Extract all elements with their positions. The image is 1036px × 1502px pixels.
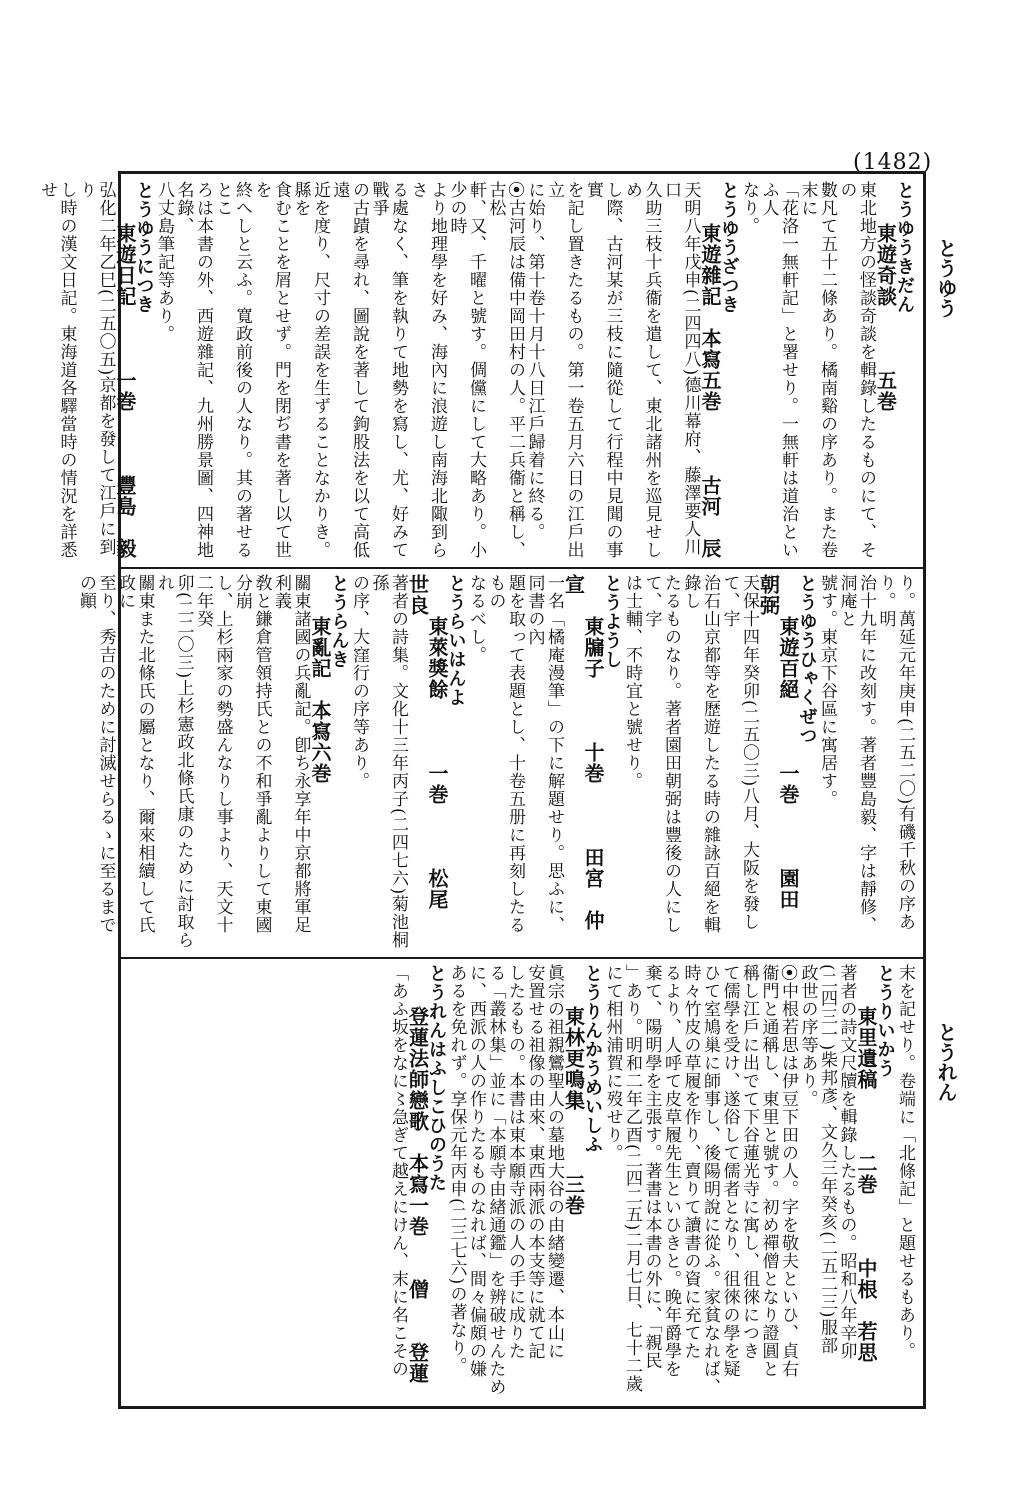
text-line: 食むことを屑とせず。門を閉ぢ書を著し以て世を: [251, 181, 291, 559]
text-line: 弘化二年乙巳(二五〇五)京都を發して江戶に到り: [76, 181, 116, 557]
text-line: 東遊雜記 本寫五巻 古河 辰: [698, 181, 722, 559]
text-line: 政世の序等あり。: [797, 964, 818, 1108]
text-line: 治十九年に改刻す。著者豐島毅、字は靜修、洞庵と: [836, 574, 876, 934]
text-line: 東林更鳴集 三巻: [561, 964, 586, 1216]
text-line: とうゆうひゃくぜつ: [796, 574, 818, 745]
text-line: 安置せる祖像の由來、東西兩派の本支等に就て記: [524, 964, 545, 1360]
text-line: とうゆうにつき: [133, 181, 155, 314]
text-line: るより、人呼て皮草履先生といひきと。晚年爵學を: [661, 964, 681, 1378]
text-line: たるものなり。著者園田朝弼は豐後の人にして、字: [641, 574, 681, 934]
text-line: 軒、又、千曜と號す。倜儻にして大略あり。小少の時: [446, 181, 486, 559]
text-line: る「叢林集」並に「本願寺由緖通鑑」を辨破せんため: [485, 964, 506, 1396]
text-line: 天保十四年癸卯(二五〇三)八月、大阪を發して、宇: [719, 574, 759, 932]
text-line: 著者の詩集。文化十三年丙子(二四七六)菊池桐孫: [368, 574, 408, 950]
text-line: 眞宗の祖親鸞聖人の墓地大谷の由緖變遷、本山に: [544, 964, 564, 1360]
text-line: 東萊獎餘 一巻 松尾 世良: [405, 574, 449, 931]
text-line: ろは本書の外、西遊雜記、九州勝景圖、四神地名錄、: [173, 181, 213, 559]
text-line: 「花洛一無軒記」と署せり。一無軒は道治といふ人: [758, 181, 798, 559]
text-line: にて相州浦賀に歿せり。: [602, 964, 623, 1162]
text-line: 久助三枝十兵衞を遣して、東北諸州を巡見せしめ: [622, 181, 662, 559]
text-line: 關東諸國の兵亂記。卽ち永享年中京都將軍足利義: [271, 574, 311, 934]
text-line: とうらんき: [328, 574, 350, 669]
text-line: し時の漢文日記。東海道各驛當時の情況を詳悉せ: [37, 181, 77, 559]
text-line: 稱し江戶に出でて下谷蓮光寺に寓し、徂徠につき: [739, 964, 759, 1360]
text-line: 衞門と通稱し、東里と號す。初め禪僧となり證圓と: [758, 964, 779, 1378]
text-line: に始り、第十卷十月十八日江戶歸着に終る。: [524, 181, 545, 541]
text-line: り。萬延元年庚申(二五二〇)有磯千秋の序あり。明: [875, 574, 915, 932]
text-line: とうらいはんよ: [445, 574, 467, 707]
text-line: 東遊奇談 五巻: [873, 181, 898, 412]
text-line: に、西派の人の作りたるものなれば、間々偏頗の嫌: [466, 964, 486, 1378]
section-divider-1: [121, 567, 923, 569]
text-line: とうゆうざつき: [718, 181, 740, 314]
text-line: あるを免れず。享保元年丙申(二三七六)の著なり。: [446, 964, 467, 1376]
text-line: の序、大窪行の序等あり。: [349, 574, 369, 790]
text-line: 敎と鎌倉管領持氏との不和爭亂よりして東國分崩: [232, 574, 272, 934]
text-line: 棄て、陽明學を主張す。著書は本書の外に、「親民: [641, 964, 662, 1370]
text-line: し、上杉兩家の勢盛んなりし事より、天文十二年癸: [193, 574, 233, 934]
text-line: 一名「橘庵漫筆」の下に解題せり。思ふに、同書の內: [524, 574, 564, 934]
text-line: (二四三一)柴邦彥、文久三年癸亥(二五二三)服部: [817, 964, 837, 1355]
text-line: とうゆうきだん: [894, 181, 915, 314]
text-line: 東遊百絕 一巻 園田 朝弼: [756, 574, 800, 931]
text-line: 末を記せり。卷端に「北條記」と題せるもあり。: [895, 964, 915, 1360]
text-line: の古蹟を尋れ、圖說を著して鉤股法を以て高低遠: [329, 181, 369, 559]
text-line: 號す。東京下谷區に寓居す。: [817, 574, 837, 808]
text-line: 時々竹皮の草履を作り、賣りて讀書の資に充てた: [680, 964, 701, 1360]
text-line: 近を度り、尺寸の差誤を生ずることなかりき。縣を: [290, 181, 330, 559]
text-line: 終へしと云ふ。寬政前後の人なり。其の著せるとこ: [212, 181, 252, 559]
text-line: とうりいかう: [874, 964, 896, 1078]
text-line: ⦿中根若思は伊豆下田の人。字を敬夫といひ、貞右: [778, 964, 798, 1378]
text-line: 東亂記 本寫六巻: [308, 574, 332, 784]
text-line: 東北地方の怪談奇談を輯錄したるものにて、その: [836, 181, 876, 559]
text-line: 東牖子 十巻 田宮 仲宣: [561, 574, 605, 931]
section-1: [37, 181, 915, 559]
text-line: 八丈島筆記等あり。: [154, 181, 174, 343]
text-line: 天明八年戊申(二四四八)德川幕府、藤澤要人川口: [661, 181, 701, 557]
text-line: を記し置きたるもの。第一卷五月六日の江戶出立: [544, 181, 584, 559]
text-line: なるべし。: [466, 574, 486, 664]
section-3: [128, 964, 914, 1401]
margin-head-bottom: とうれん: [934, 1022, 958, 1102]
text-line: ひて室鳩巢に師事し、後陽明說に從ふ。家貧なれば、: [700, 964, 720, 1396]
text-line: 題を取って表題とし、十卷五册に再刻したるもの: [485, 574, 525, 934]
text-line: 著者の詩文尺牘を輯錄したるもの。昭和八年辛卯: [836, 964, 857, 1360]
text-line: 數凡て五十二條あり。橘南谿の序あり。また卷末に: [797, 181, 837, 559]
text-line: る處なく、筆を執りて地勢を寫し、尤、好みて戰爭: [368, 181, 408, 559]
margin-head-top: とうゆう: [934, 238, 958, 318]
text-line: とうようし: [601, 574, 623, 669]
text-line: とうりんかうめいしふ: [582, 964, 603, 1154]
text-line: は士輔、不時宜と號せり。: [622, 574, 642, 790]
text-line: 東遊日記 一巻 豐島 毅: [113, 181, 137, 559]
text-line: ⦿古河辰は備中岡田村の人。平二兵衞と稱し、古松: [485, 181, 525, 559]
text-line: て儒學を受け、遂俗して儒者となり、徂徠の學を疑: [719, 964, 740, 1378]
text-line: 卯(二二〇三)上杉憲政北條氏康のために討取られ: [154, 574, 194, 950]
text-line: 「あふ坂をなに〻急ぎて越えにけん、末に名こその: [388, 964, 408, 1378]
text-line: し際、古河某が三枝に隨從して行程中見聞の事實: [583, 181, 623, 559]
text-line: したるもの。本書は東本願寺派の人の手に成りた: [505, 964, 525, 1360]
text-line: 」あり。明和二年乙酉(二四二五)二月七日、七十二歲: [622, 964, 642, 1394]
section-divider-2: [121, 957, 923, 959]
text-line: より地理學を好み、海內に浪遊し南海北陬到らさ: [407, 181, 447, 559]
text-line: 至り、秀吉のために討滅せらるゝに至るまでの顚: [76, 574, 116, 934]
text-line: 東里遺稿 二巻 中根 若思: [854, 964, 878, 1363]
text-line: なり。: [739, 181, 759, 235]
page-number: (1482): [853, 150, 933, 175]
text-line: 治石山京都等を歷遊したる時の雜詠百絕を輯錄し: [680, 574, 720, 934]
text-line: とうれんはふしこひのうた: [426, 964, 447, 1192]
text-line: 登蓮法師戀歌 本寫一巻 僧 登蓮: [405, 964, 430, 1384]
section-2: [76, 574, 915, 951]
text-line: 關東また北條氏の屬となり、爾來相續して氏政に: [115, 574, 155, 934]
